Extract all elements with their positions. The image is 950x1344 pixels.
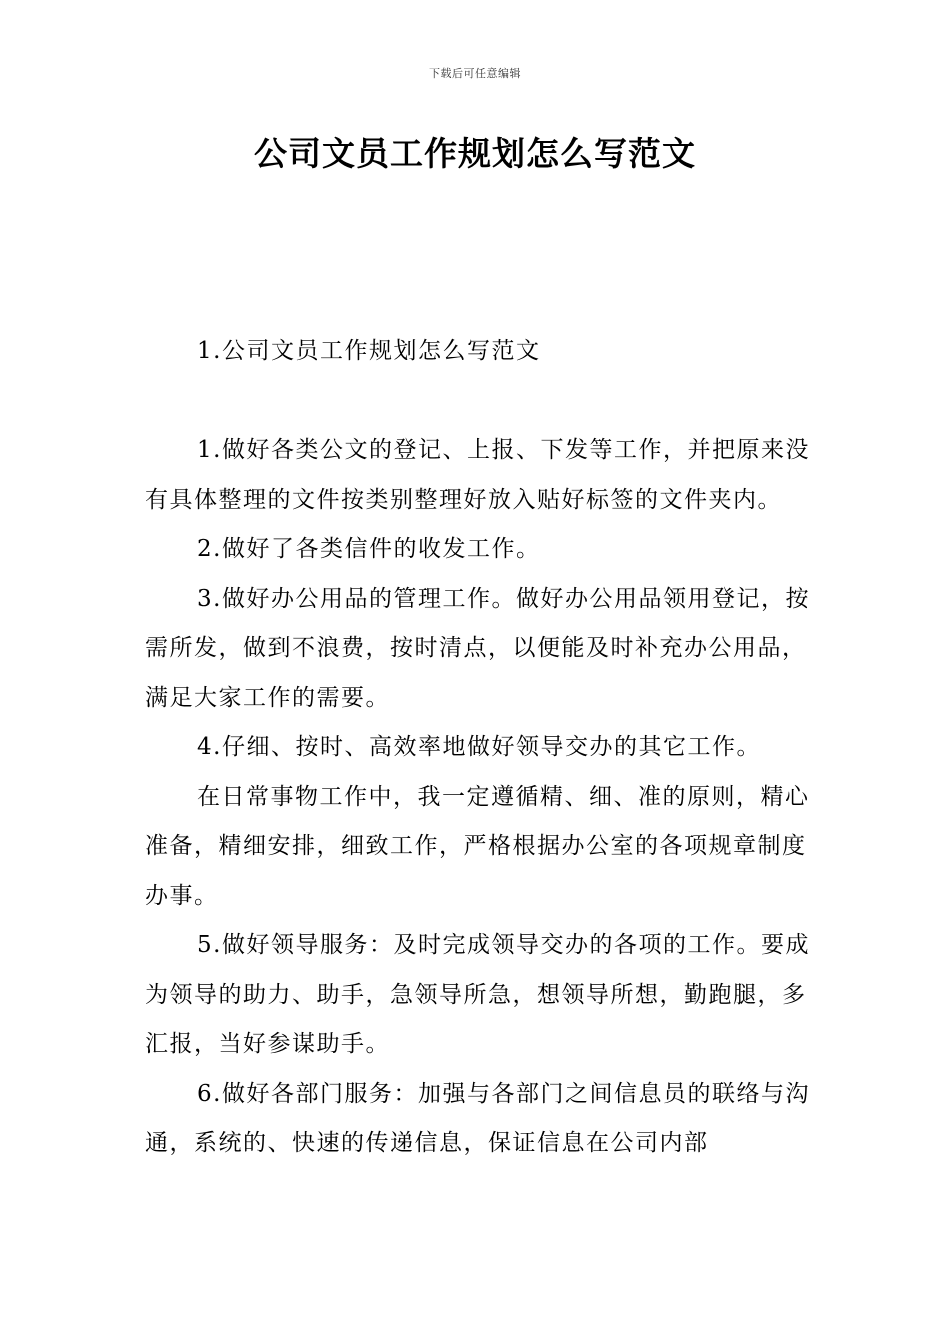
document-title: 公司文员工作规划怎么写范文 <box>254 134 696 173</box>
section-heading: 1.公司文员工作规划怎么写范文 <box>197 338 541 364</box>
document-body <box>145 326 810 1169</box>
paragraph-2: 2.做好了各类信件的收发工作。 <box>197 536 541 562</box>
paragraph-3: 3.做好办公用品的管理工作。做好办公用品领用登记，按需所发，做到不浪费，按时清点，以便能及时补充办公用品，满足大家工作的需要。 <box>145 585 810 711</box>
paragraph-5: 在日常事物工作中，我一定遵循精、细、准的原则，精心准备，精细安排，细致工作，严格根据办公室的各项规章制度办事。 <box>145 783 810 909</box>
paragraph-6: 5.做好领导服务：及时完成领导交办的各项的工作。要成为领导的助力、助手，急领导所急，想领导所想，勤跑腿，多汇报，当好参谋助手。 <box>145 932 810 1057</box>
paragraph-7: 6.做好各部门服务：加强与各部门之间信息员的联络与沟通，系统的、快速的传递信息，保证信息在公司内部 <box>145 1080 810 1156</box>
paragraph-1: 1.做好各类公文的登记、上报、下发等工作，并把原来没有具体整理的文件按类别整理好放入贴好标签的文件夹内。 <box>145 437 810 513</box>
header-note: 下载后可任意编辑 <box>429 67 521 80</box>
paragraph-4: 4.仔细、按时、高效率地做好领导交办的其它工作。 <box>197 734 761 760</box>
